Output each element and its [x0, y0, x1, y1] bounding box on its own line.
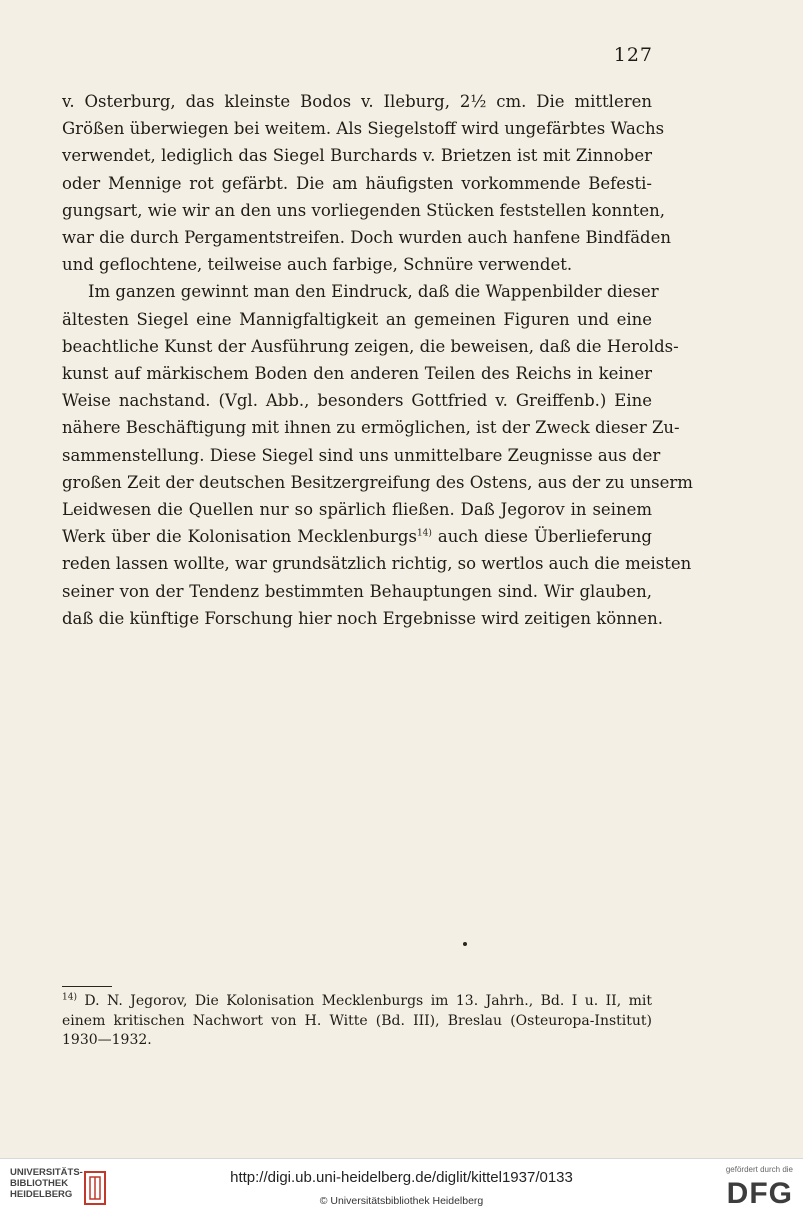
footnote-marker: 14) — [62, 992, 77, 1003]
text-line: ältesten Siegel eine Mannigfaltigkeit an gemeinen Figuren und eine — [62, 309, 652, 329]
text-line: kunst auf märkischem Boden den anderen Teilen des Reichs in keiner — [62, 364, 652, 384]
text-fragment: Werk über die Kolonisation Mecklenburgs — [62, 527, 417, 547]
body-text — [62, 88, 693, 632]
text-line: seiner von der Tendenz bestimmten Behauptungen sind. Wir glauben, — [62, 581, 652, 601]
dfg-logo[interactable] — [707, 1165, 793, 1211]
footnote-rule — [62, 986, 112, 987]
text-line: großen Zeit der deutschen Besitzergreifung des Ostens, aus der zu unserm — [62, 472, 693, 492]
paragraph-2 — [62, 278, 693, 632]
text-line: beachtliche Kunst der Ausführung zeigen, die beweisen, daß die Herolds- — [62, 336, 679, 356]
text-line: v. Osterburg, das kleinste Bodos v. Ileburg, 2½ cm. Die mittleren — [62, 92, 652, 111]
text-line: gungsart, wie wir an den uns vorliegenden Stücken feststellen konnten, — [62, 200, 666, 220]
text-line: und geflochtene, teilweise auch farbige, Schnüre verwendet. — [62, 255, 573, 275]
library-name-line: HEIDELBERG — [10, 1189, 73, 1200]
dfg-wordmark: DFG — [726, 1177, 793, 1210]
text-line: Leidwesen die Quellen nur so spärlich fließen. Daß Jegorov in seinem — [62, 500, 652, 520]
library-name-line: BIBLIOTHEK — [10, 1178, 69, 1189]
footnote — [62, 992, 652, 1051]
text-line: reden lassen wollte, war grundsätzlich richtig, so wertlos auch die meisten — [62, 554, 692, 574]
text-line: Im ganzen gewinnt man den Eindruck, daß die Wappenbilder dieser — [88, 282, 659, 302]
footnote-line: 1930—1932. — [62, 1032, 152, 1048]
text-line: sammenstellung. Diese Siegel sind uns unmittelbare Zeugnisse aus der — [62, 445, 661, 465]
funding-note: gefördert durch die — [725, 1165, 793, 1174]
footnote-line: einem kritischen Nachwort von H. Witte (Bd. III), Breslau (Osteuropa-Institut) — [62, 1012, 652, 1029]
text-fragment: D. N. Jegorov, Die Kolonisation Mecklenburgs im 13. Jahrh., Bd. I u. II, mit — [76, 993, 652, 1009]
text-line: verwendet, lediglich das Siegel Burchards v. Brietzen ist mit Zinnober — [62, 146, 652, 166]
text-line: Größen überwiegen bei weitem. Als Siegelstoff wird ungefärbtes Wachs — [62, 119, 665, 139]
viewer-footer — [0, 1158, 803, 1217]
library-name-line: UNIVERSITÄTS- — [10, 1167, 83, 1178]
stray-mark — [463, 942, 467, 946]
text-fragment: auch diese Überlieferung — [431, 527, 652, 547]
footnote-reference[interactable]: 14) — [416, 528, 432, 539]
permalink-url[interactable]: http://digi.ub.uni-heidelberg.de/diglit/kittel1937/0133 — [230, 1169, 573, 1186]
text-line: daß die künftige Forschung hier noch Ergebnisse wird zeitigen können. — [62, 608, 664, 628]
copyright-notice: © Universitätsbibliothek Heidelberg — [319, 1195, 484, 1207]
footnote-line — [62, 992, 652, 1012]
paragraph-1 — [62, 88, 672, 278]
text-line: Weise nachstand. (Vgl. Abb., besonders Gottfried v. Greiffenb.) Eine — [62, 391, 652, 411]
text-line: war die durch Pergamentstreifen. Doch wurden auch hanfene Bindfäden — [62, 228, 672, 248]
page-number: 127 — [613, 44, 653, 66]
text-line: oder Mennige rot gefärbt. Die am häufigsten vorkommende Befesti- — [62, 173, 652, 193]
text-line: nähere Beschäftigung mit ihnen zu ermöglichen, ist der Zweck dieser Zu- — [62, 418, 680, 438]
text-line-with-footnote — [62, 523, 652, 550]
